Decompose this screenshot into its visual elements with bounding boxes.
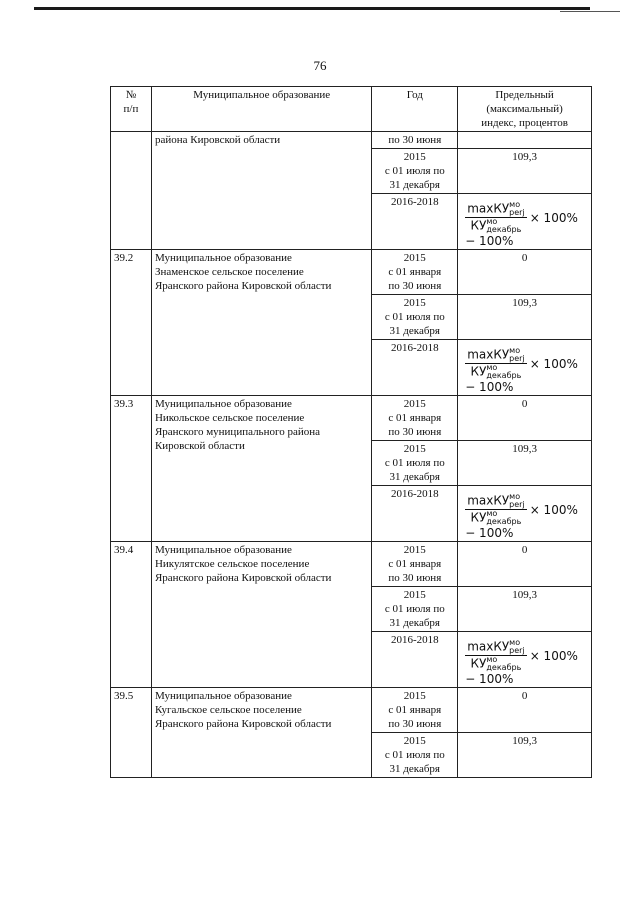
period-year-line: с 01 июля по [384,165,445,177]
period-year-line: 31 декабря [389,471,440,483]
period-index [458,295,592,340]
period-year-line: по 30 июня [388,718,442,730]
period-year-line: с 01 июля по [384,749,445,761]
header-year: Год [372,87,458,132]
top-rule [34,7,590,10]
period-index [458,132,592,149]
index-formula [461,633,588,686]
header-index: Предельный (максимальный) индекс, процентов [458,87,592,132]
period-year-line: 2015 [403,735,426,747]
period-year [372,486,458,542]
period-year-line: с 01 июля по [384,457,445,469]
formula-numerator: maxКУ мо perj [467,492,525,509]
period-index [458,486,592,542]
page-number: 76 [313,58,327,73]
index-value: 109,3 [512,589,537,601]
period-year-line: 2015 [403,589,426,601]
formula-fraction [465,201,527,234]
table-body [111,132,592,778]
municipality-name: Муниципальное образование Никулятское сельское поселение Яранского района Кировской области [151,542,371,688]
formula-numerator: maxКУ мо perj [467,200,525,217]
period-index [458,149,592,194]
municipality-name: Муниципальное образование Кугальское сельское поселение Яранского района Кировской области [151,688,371,778]
period-year-line: 2016-2018 [390,634,439,646]
period-year-line: по 30 июня [388,280,442,292]
formula-fraction [465,493,527,526]
period-index [458,632,592,688]
table-row [111,396,592,441]
period-year-line: 2016-2018 [390,342,439,354]
formula-times: × 100% [529,356,578,371]
formula-fraction [465,347,527,380]
period-year [372,688,458,733]
formula-denominator: КУ мо декабрь [470,509,522,526]
index-formula [461,341,588,394]
formula-minus: − 100% [465,672,514,686]
period-year [372,250,458,295]
period-year-line: 2015 [403,252,426,264]
index-value: 109,3 [512,151,537,163]
table-row [111,132,592,149]
index-value: 0 [521,398,528,410]
row-number: 39.2 [111,250,152,396]
header-num: № п/п [111,87,152,132]
period-index [458,194,592,250]
top-rule-thin [560,11,620,12]
period-year-line: 31 декабря [389,617,440,629]
period-year-line: с 01 июля по [384,603,445,615]
table-row [111,688,592,733]
period-year-line: 2015 [403,398,426,410]
period-index [458,250,592,295]
period-year-line: по 30 июня [388,426,442,438]
period-year [372,733,458,778]
period-year-line: по 30 июня [388,572,442,584]
period-year [372,295,458,340]
period-year-line: 2016-2018 [390,196,439,208]
index-value: 0 [521,690,528,702]
formula-minus: − 100% [465,234,514,248]
index-formula [461,487,588,540]
period-index [458,587,592,632]
period-year-line: 2015 [403,690,426,702]
period-year [372,396,458,441]
period-year-line: 2015 [403,297,426,309]
period-year-line: с 01 января [388,558,442,570]
period-index [458,688,592,733]
period-year [372,441,458,486]
period-year-line: по 30 июня [388,134,442,146]
formula-fraction [465,639,527,672]
index-formula [461,195,588,248]
period-year-line: 31 декабря [389,179,440,191]
row-number: 39.3 [111,396,152,542]
period-index [458,396,592,441]
period-year [372,132,458,149]
period-year-line: 2015 [403,151,426,163]
formula-times: × 100% [529,210,578,225]
formula-denominator: КУ мо декабрь [470,217,522,234]
index-value: 109,3 [512,443,537,455]
period-year [372,340,458,396]
table-row [111,250,592,295]
period-year [372,194,458,250]
formula-denominator: КУ мо декабрь [470,363,522,380]
period-year [372,587,458,632]
period-year-line: с 01 января [388,412,442,424]
period-year-line: 31 декабря [389,763,440,775]
municipality-name: Муниципальное образование Знаменское сельское поселение Яранского района Кировской области [151,250,371,396]
period-year-line: с 01 июля по [384,311,445,323]
period-index [458,542,592,587]
period-index [458,441,592,486]
tariff-index-table [110,86,592,778]
index-value: 109,3 [512,735,537,747]
period-year-line: 2015 [403,443,426,455]
period-year [372,149,458,194]
row-number: 39.4 [111,542,152,688]
table-row [111,542,592,587]
index-value: 109,3 [512,297,537,309]
period-year [372,632,458,688]
formula-denominator: КУ мо декабрь [470,655,522,672]
index-value: 0 [521,544,528,556]
formula-times: × 100% [529,648,578,663]
formula-minus: − 100% [465,526,514,540]
formula-times: × 100% [529,502,578,517]
row-number: 39.5 [111,688,152,778]
municipality-name: Муниципальное образование Никольское сельское поселение Яранского муниципального района Кировской области [151,396,371,542]
header-mo: Муниципальное образование [151,87,371,132]
formula-numerator: maxКУ мо perj [467,346,525,363]
formula-minus: − 100% [465,380,514,394]
municipality-name: района Кировской области [151,132,371,250]
period-year-line: 2016-2018 [390,488,439,500]
row-number [111,132,152,250]
period-year-line: 2015 [403,544,426,556]
period-year-line: с 01 января [388,704,442,716]
period-index [458,340,592,396]
period-year-line: с 01 января [388,266,442,278]
period-year-line: 31 декабря [389,325,440,337]
period-year [372,542,458,587]
table-header-row [111,87,592,132]
index-value: 0 [521,252,528,264]
formula-numerator: maxКУ мо perj [467,638,525,655]
period-index [458,733,592,778]
